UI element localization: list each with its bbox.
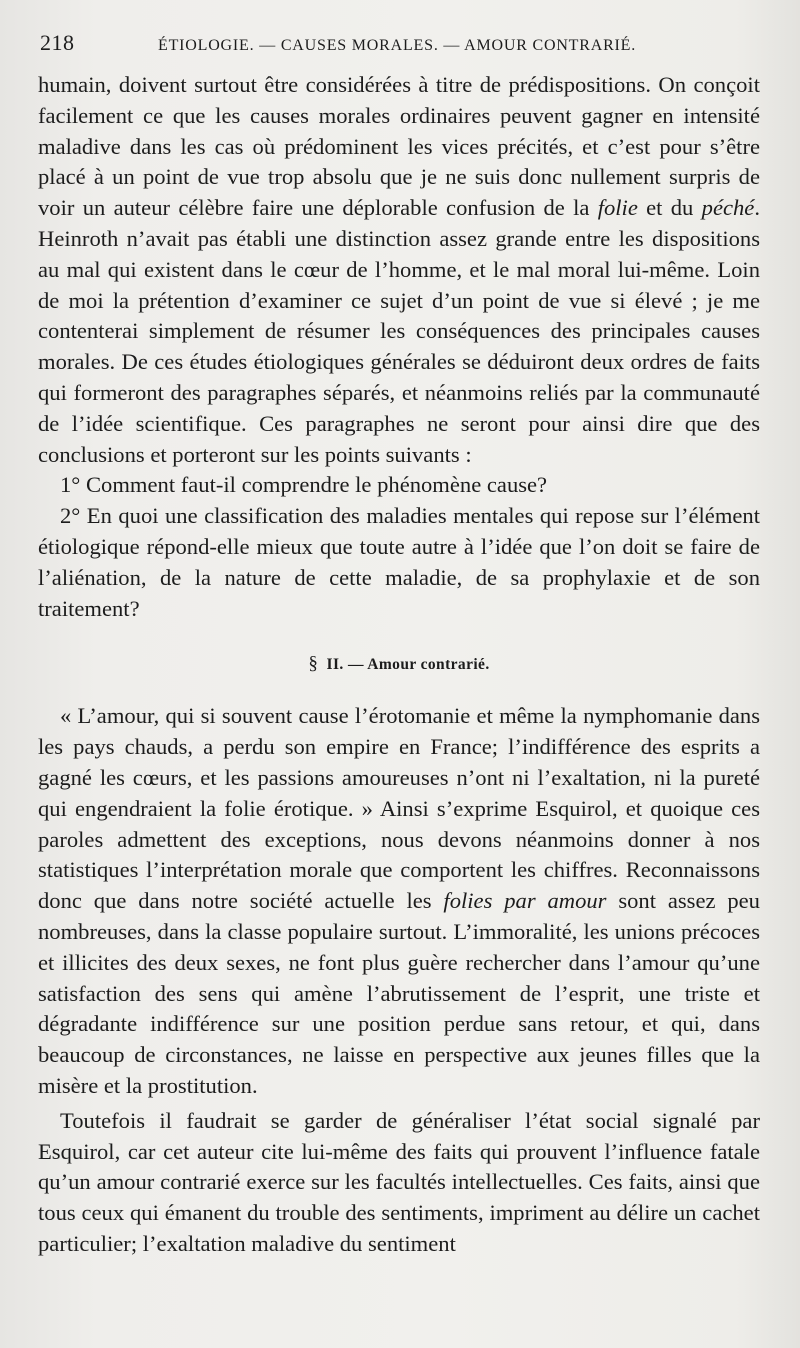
page-header — [38, 30, 760, 70]
text-run: et du — [637, 195, 702, 221]
text-run: humain, doivent surtout être considérées à titre de prédispositions. On conçoit facilement ce que les causes morales ordinaires peuvent gagner en intensité maladive dans les cas où prédominent les vices précités, et c’est pour s’être placé à un point de vue trop absolu que je ne suis donc nullement surpris de voir un auteur célèbre faire une déplorable confusion de la — [38, 72, 760, 221]
section-title-text: II. — Amour contrarié. — [326, 656, 490, 674]
section-heading — [38, 654, 760, 675]
italic-term-folies-par-amour: folies par amour — [443, 888, 607, 914]
italic-term-folie: folie — [597, 195, 638, 221]
question-2: 2° En quoi une classification des maladies mentales qui repose sur l’élément étiologique répond-elle mieux que toute autre à l’idée que l’on doit se faire de l’aliénation, de la nature de cette maladie, de sa prophylaxie et de son traitement? — [38, 503, 760, 621]
paragraph-esquirol-quote — [38, 701, 760, 1101]
text-run: sont assez peu nombreuses, dans la classe populaire surtout. L’immoralité, les unions précoces et illicites des deux sexes, ne font plus guère rechercher dans l’amour qu’une satisfaction des sens qui amène l’abrutissement de l’esprit, une triste et dégradante indifférence sur une position perdue sans retour, et qui, dans beaucoup de circonstances, ne laisse en perspective aux jeunes filles que la misère et la prostitution. — [38, 888, 760, 1098]
paragraph-toutefois: Toutefois il faudrait se garder de généraliser l’état social signalé par Esquirol, car cet auteur cite lui-même des faits qui prouvent l’influence fatale qu’un amour contrarié exerce sur les facultés intellectuelles. Ces faits, ainsi que tous ceux qui émanent du trouble des sentiments, impriment au délire un cachet particulier; l’exaltation maladive du sentiment — [38, 1107, 760, 1256]
page-body — [38, 70, 760, 1260]
italic-term-peche: péché — [701, 195, 755, 221]
text-run: . Heinroth n’avait pas établi une distinction assez grande entre les dispositions au mal qui existent dans le cœur de l’homme, et le mal moral lui-même. Loin de moi la prétention d’examiner ce sujet d’un point de vue si élevé ; je me contenterai simplement de résumer les conséquences des principales causes morales. De ces études étiologiques générales se déduiront deux ordres de faits qui formeront des paragraphes séparés, et néanmoins reliés par la communauté de l’idée scientifique. Ces paragraphes ne seront pour ainsi dire que des conclusions et porteront sur les points suivants : — [38, 195, 760, 467]
paragraph-opening — [38, 70, 760, 470]
running-head: ÉTIOLOGIE. — CAUSES MORALES. — AMOUR CONTRARIÉ. — [158, 37, 637, 54]
text-run: « L’amour, qui si souvent cause l’érotomanie et même la nymphomanie dans les pays chauds, a perdu son empire en France; l’indifférence des esprits a gagné les cœurs, et les passions amoureuses n’ont ni l’exaltation, ni la pureté qui engendraient la folie érotique. » Ainsi s’exprime Esquirol, et quoique ces paroles admettent des exceptions, nous devons néanmoins donner à nos statistiques l’interprétation morale que comportent les chiffres. Reconnaissons donc que dans notre société actuelle les — [38, 703, 760, 914]
question-1: 1° Comment faut-il comprendre le phénomène cause? — [60, 472, 548, 498]
section-symbol: § — [308, 653, 319, 675]
page-number: 218 — [40, 30, 75, 55]
